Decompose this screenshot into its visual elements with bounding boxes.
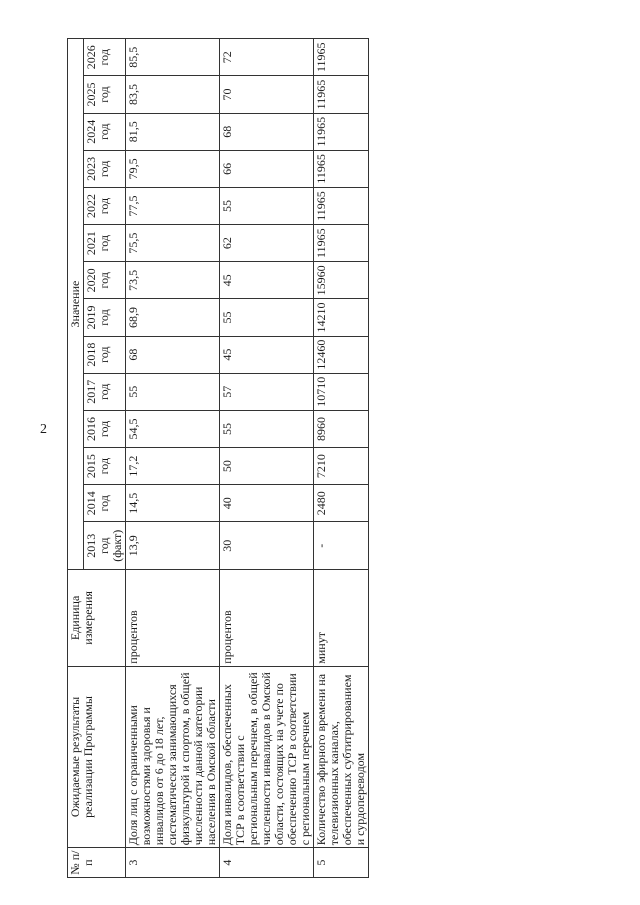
- row-value: 17,2: [126, 448, 220, 485]
- header-year: 2022 год: [84, 187, 126, 224]
- row-value: 2480: [314, 485, 369, 522]
- row-value: 11965: [314, 39, 369, 76]
- row-value: 66: [220, 150, 314, 187]
- header-year: 2023 год: [84, 150, 126, 187]
- header-year: 2025 год: [84, 76, 126, 113]
- row-unit: минут: [314, 570, 369, 667]
- row-num: 4: [220, 848, 314, 878]
- row-value: 8960: [314, 410, 369, 447]
- header-year: 2021 год: [84, 225, 126, 262]
- row-value: 12460: [314, 336, 369, 373]
- row-value: 79,5: [126, 150, 220, 187]
- row-value: 57: [220, 373, 314, 410]
- header-year: 2017 год: [84, 373, 126, 410]
- table-row: [126, 39, 220, 878]
- row-value: 68: [126, 336, 220, 373]
- row-value: 11965: [314, 150, 369, 187]
- row-value: 83,5: [126, 76, 220, 113]
- row-value: 15960: [314, 262, 369, 299]
- header-year: 2019 год: [84, 299, 126, 336]
- row-value: 68: [220, 113, 314, 150]
- header-result: Ожидаемые результаты реализации Программы: [68, 666, 126, 848]
- row-value: 11965: [314, 113, 369, 150]
- row-value: 45: [220, 336, 314, 373]
- row-value: 68,9: [126, 299, 220, 336]
- row-value: 55: [220, 187, 314, 224]
- row-value: 55: [126, 373, 220, 410]
- row-value: 81,5: [126, 113, 220, 150]
- header-year: 2018 год: [84, 336, 126, 373]
- row-value: -: [314, 522, 369, 570]
- row-value: 30: [220, 522, 314, 570]
- header-unit: Единица измерения: [68, 570, 126, 667]
- row-value: 13,9: [126, 522, 220, 570]
- row-value: 70: [220, 76, 314, 113]
- row-value: 55: [220, 410, 314, 447]
- row-value: 54,5: [126, 410, 220, 447]
- row-result: Количество эфирного времени на телевизионных каналах, обеспеченных субтитрированием и сурдопереводом: [314, 666, 369, 848]
- row-value: 14,5: [126, 485, 220, 522]
- header-year: 2020 год: [84, 262, 126, 299]
- row-num: 5: [314, 848, 369, 878]
- header-year: 2026 год: [84, 39, 126, 76]
- row-value: 75,5: [126, 225, 220, 262]
- row-value: 73,5: [126, 262, 220, 299]
- row-value: 7210: [314, 448, 369, 485]
- row-value: 62: [220, 225, 314, 262]
- table-row: [220, 39, 314, 878]
- row-value: 11965: [314, 187, 369, 224]
- row-value: 85,5: [126, 39, 220, 76]
- row-result: Доля лиц с ограниченными возможностями здоровья и инвалидов от 6 до 18 лет, систематически занимающихся физкультурой и спортом, в общей численности данной категории населения в Омской области: [126, 666, 220, 848]
- header-year: 2024 год: [84, 113, 126, 150]
- row-num: 3: [126, 848, 220, 878]
- row-value: 77,5: [126, 187, 220, 224]
- page-number: 2: [40, 422, 47, 437]
- row-unit: процентов: [220, 570, 314, 667]
- table-row: [314, 39, 369, 878]
- header-year: 2014 год: [84, 485, 126, 522]
- rotated-table-container: [67, 38, 585, 878]
- row-value: 14210: [314, 299, 369, 336]
- row-value: 11965: [314, 225, 369, 262]
- row-unit: процентов: [126, 570, 220, 667]
- row-value: 72: [220, 39, 314, 76]
- header-value-group: Значение: [68, 39, 84, 570]
- header-year: 2016 год: [84, 410, 126, 447]
- header-year: 2015 год: [84, 448, 126, 485]
- header-year: 2013 год (факт): [84, 522, 126, 570]
- row-value: 11965: [314, 76, 369, 113]
- indicators-table: [67, 38, 369, 878]
- row-value: 50: [220, 448, 314, 485]
- row-value: 10710: [314, 373, 369, 410]
- row-value: 40: [220, 485, 314, 522]
- row-value: 45: [220, 262, 314, 299]
- row-result: Доля инвалидов, обеспеченных ТСР в соответствии с региональным перечнем, в общей численности инвалидов в Омской области, состоящих на учете по обеспечению ТСР в соответствии с региональным перечнем: [220, 666, 314, 848]
- row-value: 55: [220, 299, 314, 336]
- header-num: № п/п: [68, 848, 126, 878]
